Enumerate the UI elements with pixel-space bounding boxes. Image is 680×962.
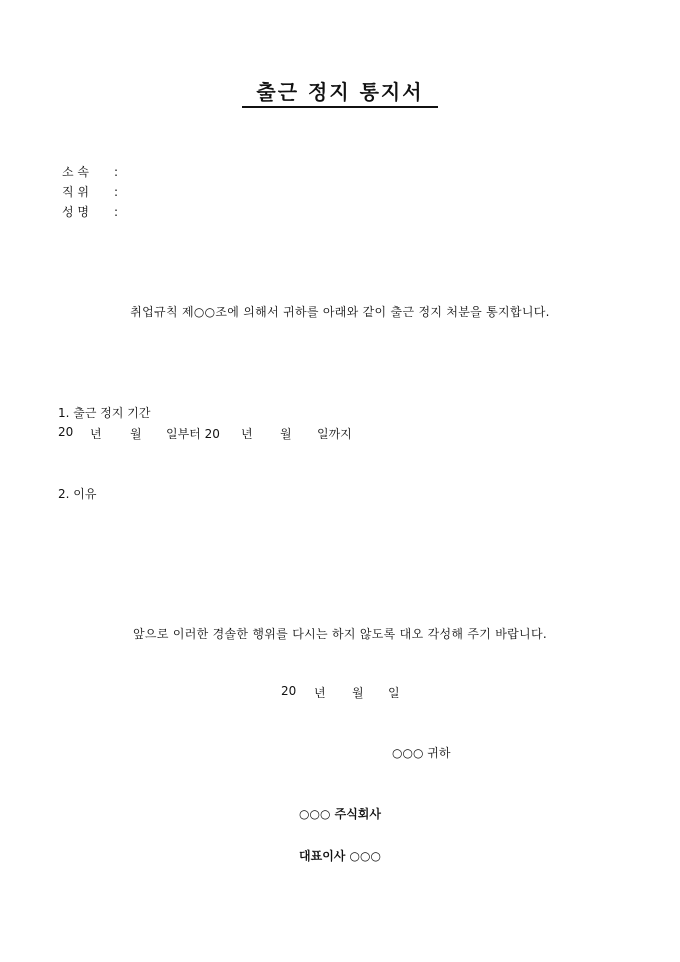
field-position xyxy=(62,183,118,200)
company-name: ○○○ 주식회사 xyxy=(299,807,381,821)
field-separator: : xyxy=(114,185,119,199)
date-day-label: 일 xyxy=(388,686,400,700)
field-separator: : xyxy=(114,205,119,219)
period-year-label-2: 년 xyxy=(241,427,253,441)
period-row xyxy=(58,425,658,441)
date-month-label: 월 xyxy=(352,686,364,700)
date-line xyxy=(281,684,421,700)
title-underline xyxy=(242,106,438,108)
notice-text: 취업규칙 제○○조에 의해서 귀하를 아래와 같이 출근 정지 처분을 통지합니다. xyxy=(130,305,550,319)
field-name xyxy=(62,203,118,220)
field-separator: : xyxy=(114,165,119,179)
period-start-year: 20 xyxy=(58,425,74,439)
field-label: 소 속 xyxy=(62,165,89,179)
closing-text: 앞으로 이러한 경솔한 행위를 다시는 하지 않도록 대오 각성해 주기 바랍니다. xyxy=(133,627,547,641)
date-year: 20 xyxy=(281,684,297,698)
ceo-signature: 대표이사 ○○○ xyxy=(299,849,381,863)
period-from-label: 일부터 20 xyxy=(166,427,220,441)
field-label: 성 명 xyxy=(62,205,89,219)
period-month-label: 월 xyxy=(130,427,142,441)
document-title: 출근 정지 통지서 xyxy=(256,80,424,104)
section-reason-title: 2. 이유 xyxy=(58,487,97,501)
addressee: ○○○ 귀하 xyxy=(392,746,451,760)
period-month-label-2: 월 xyxy=(280,427,292,441)
field-label: 직 위 xyxy=(62,185,89,199)
section-period-title: 1. 출근 정지 기간 xyxy=(58,406,151,420)
period-until-label: 일까지 xyxy=(317,427,352,441)
period-year-label: 년 xyxy=(90,427,102,441)
field-affiliation xyxy=(62,163,118,180)
date-year-label: 년 xyxy=(314,686,326,700)
